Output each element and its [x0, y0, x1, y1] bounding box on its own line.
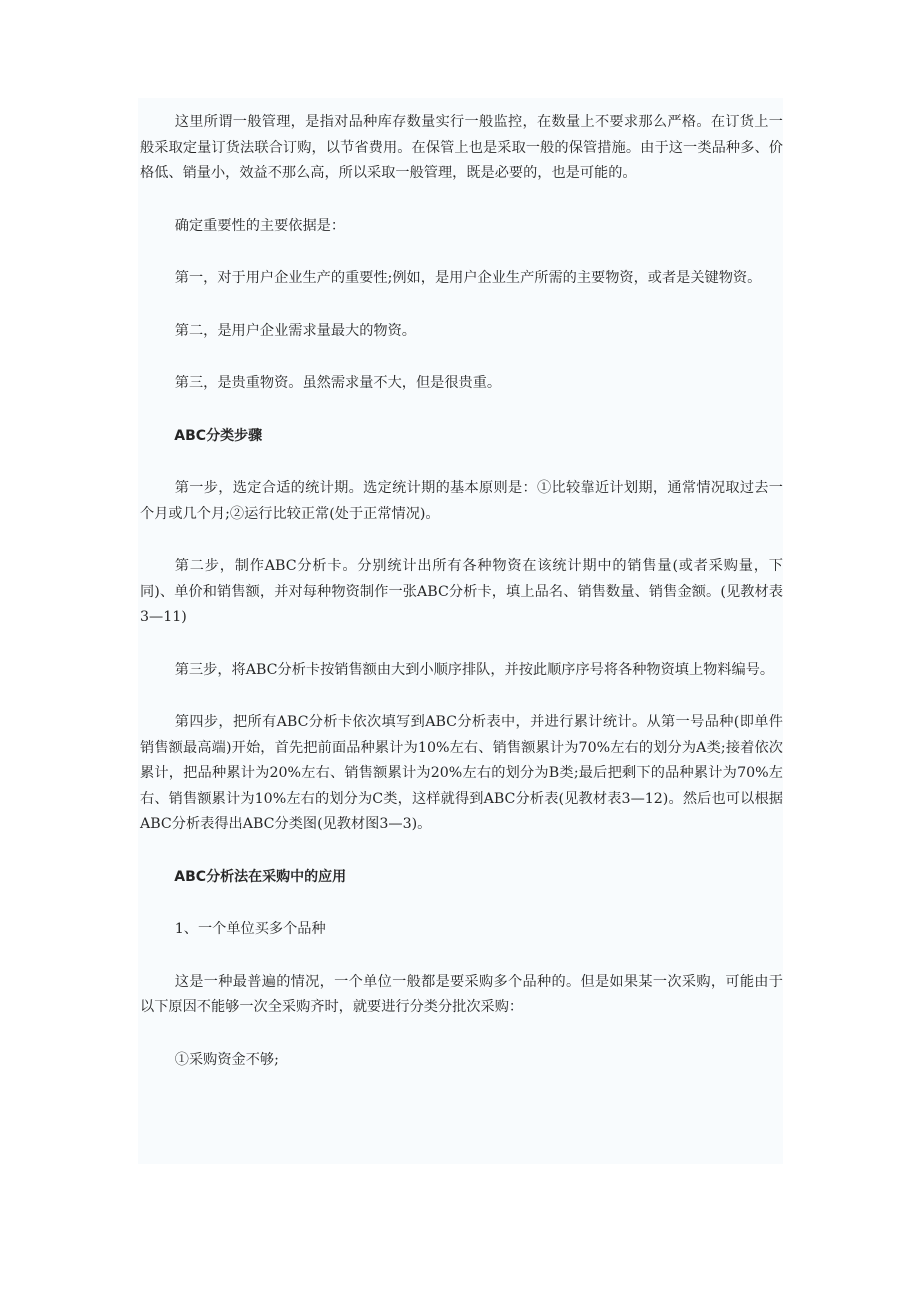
paragraph-importance-basis: 确定重要性的主要依据是：: [174, 217, 346, 234]
paragraph-first-criterion: 第一，对于用户企业生产的重要性;例如，是用户企业生产所需的主要物资，或者是关键物资。: [174, 270, 762, 286]
paragraph-second-criterion: 第二，是用户企业需求量最大的物资。: [174, 322, 416, 339]
article-body: [138, 98, 783, 1164]
paragraph-case-one: 1、一个单位买多个品种: [174, 921, 326, 937]
paragraph-third-criterion: 第三，是贵重物资。虽然需求量不大，但是很贵重。: [174, 375, 502, 391]
heading-abc-in-purchasing: ABC分析法在采购中的应用: [174, 868, 347, 885]
heading-abc-steps: ABC分类步骤: [174, 427, 263, 444]
paragraph-step-four: 第四步，把所有ABC分析卡依次填写到ABC分析表中，并进行累计统计。从第一号品种(即单件销售额最高端)开始，首先把前面品种累计为10%左右、销售额累计为70%左右的划分为A类;接着依次累计，把品种累计为20%左右、销售额累计为20%左右的划分为B类;最后把剩下的品种累计为70%左右、销售额累计为10%左右的划分为C类，这样就得到ABC分析表(见教材表3—12)。然后也可以根据ABC分析表得出ABC分类图(见教材图3—3)。: [140, 714, 783, 832]
paragraph-step-three: 第三步，将ABC分析卡按销售额由大到小顺序排队，并按此顺序序号将各种物资填上物料编号。: [174, 661, 775, 678]
paragraph-general-management: 这里所谓一般管理，是指对品种库存数量实行一般监控，在数量上不要求那么严格。在订货上一般采取定量订货法联合订购，以节省费用。在保管上也是采取一般的保管措施。由于这一类品种多、价格低、销量小，效益不那么高，所以采取一般管理，既是必要的，也是可能的。: [140, 114, 783, 181]
paragraph-step-two: 第二步，制作ABC分析卡。分别统计出所有各种物资在该统计期中的销售量(或者采购量，下同)、单价和销售额，并对每种物资制作一张ABC分析卡，填上品名、销售数量、销售金额。(见教材表3—11): [140, 558, 783, 625]
paragraph-case-one-detail: 这是一种最普遍的情况，一个单位一般都是要采购多个品种的。但是如果某一次采购，可能由于以下原因不能够一次全采购齐时，就要进行分类分批次采购：: [140, 973, 783, 1015]
paragraph-reason-one: ①采购资金不够;: [174, 1051, 279, 1068]
paragraph-step-one: 第一步，选定合适的统计期。选定统计期的基本原则是：①比较靠近计划期，通常情况取过去一个月或几个月;②运行比较正常(处于正常情况)。: [140, 480, 783, 522]
